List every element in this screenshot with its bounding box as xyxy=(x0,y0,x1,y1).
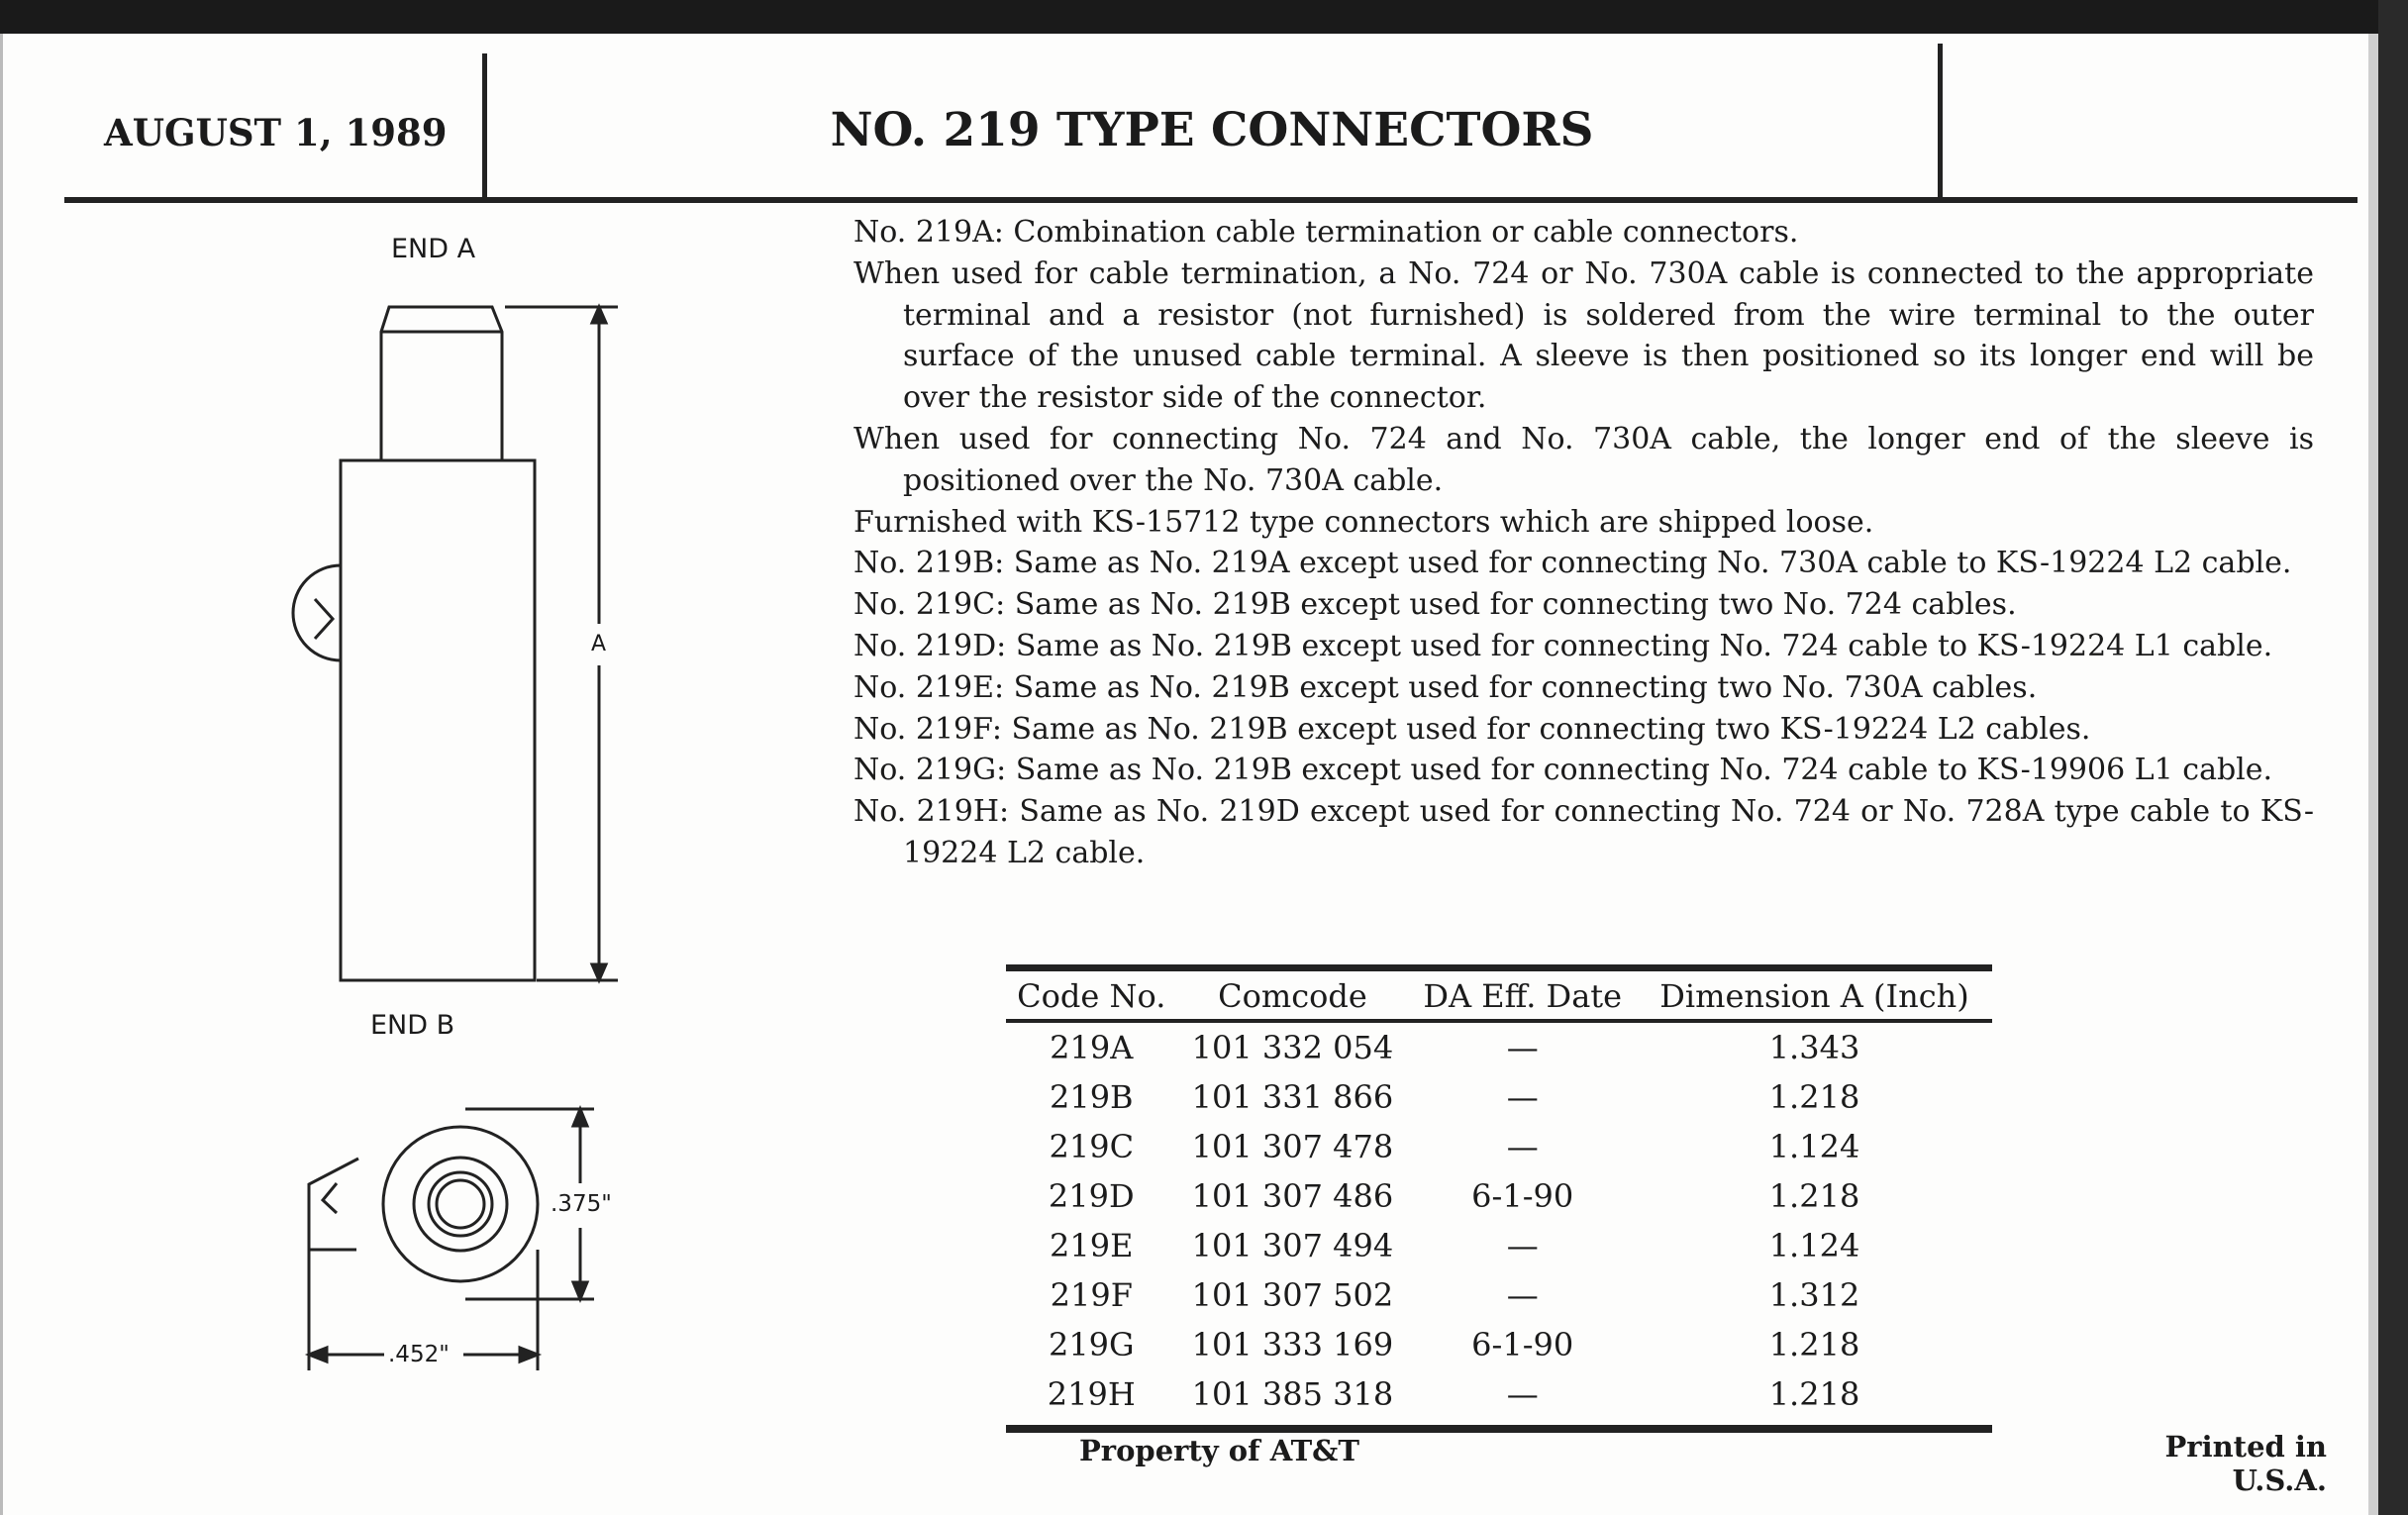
description-paragraph: When used for connecting No. 724 and No. 730A cable, the longer end of the sleeve is positioned over the No. 730A cable. xyxy=(853,421,2314,498)
cell-code: 219A xyxy=(1050,1029,1134,1066)
cell-comcode: 101 307 502 xyxy=(1191,1276,1394,1314)
cell-code: 219H xyxy=(1006,1369,1177,1429)
table-row xyxy=(1006,1270,1992,1320)
cell-comcode: 101 307 486 xyxy=(1191,1177,1394,1215)
cell-comcode: 101 333 169 xyxy=(1191,1326,1394,1364)
cell-date: 6-1-90 xyxy=(1471,1326,1574,1364)
cell-comcode: 101 307 494 xyxy=(1191,1227,1394,1264)
description-paragraph: No. 219F: Same as No. 219B except used for connecting two KS-19224 L2 cables. xyxy=(853,711,2091,747)
cell-code: 219F xyxy=(1050,1276,1133,1314)
connector-body xyxy=(341,460,535,980)
footer-printed: Printed in U.S.A. xyxy=(2164,1430,2327,1497)
end-b-label: END B xyxy=(370,1010,455,1041)
cell-comcode: 101 332 054 xyxy=(1191,1029,1394,1066)
page-title: NO. 219 TYPE CONNECTORS xyxy=(830,103,1594,157)
end-a-label: END A xyxy=(391,234,476,264)
connector-pin xyxy=(381,307,502,460)
description-paragraph: No. 219H: Same as No. 219D except used for connecting No. 724 or No. 728A type cable to KS-19224 L2 cable. xyxy=(853,794,2314,870)
column-header-comcode: Comcode xyxy=(1177,968,1409,1022)
dimension-a-label: A xyxy=(591,632,607,656)
table-row xyxy=(1006,1072,1992,1122)
cell-dimension: 1.218 xyxy=(1768,1078,1860,1116)
description-paragraph: No. 219C: Same as No. 219B except used for connecting two No. 724 cables. xyxy=(853,587,2017,623)
table-row xyxy=(1006,1021,1992,1072)
cell-date: — xyxy=(1506,1227,1539,1264)
table-row xyxy=(1006,1171,1992,1221)
cell-date: 6-1-90 xyxy=(1471,1177,1574,1215)
cell-date: — xyxy=(1506,1276,1539,1314)
column-header-date: DA Eff. Date xyxy=(1408,968,1637,1022)
cell-dimension: 1.343 xyxy=(1768,1029,1860,1066)
cell-dimension: 1.218 xyxy=(1768,1326,1860,1364)
column-header-code: Code No. xyxy=(1006,968,1177,1022)
column-header-dimension: Dimension A (Inch) xyxy=(1637,968,1992,1022)
cell-comcode: 101 385 318 xyxy=(1177,1369,1409,1429)
description-paragraph: When used for cable termination, a No. 724 or No. 730A cable is connected to the appropriate terminal and a resistor (not furnished) is soldered from the wire terminal to the outer surface of the unused cable terminal. A sleeve is then positioned so its longer end will be over the resistor side of the connector. xyxy=(853,255,2314,416)
cell-comcode: 101 307 478 xyxy=(1191,1128,1394,1165)
cell-dimension: 1.218 xyxy=(1768,1177,1860,1215)
table-row xyxy=(1006,1221,1992,1270)
cell-code: 219D xyxy=(1048,1177,1135,1215)
description-paragraph: No. 219A: Combination cable termination or cable connectors. xyxy=(853,215,1799,250)
table-row xyxy=(1006,1320,1992,1369)
connector-latch xyxy=(293,565,341,660)
cell-date: — xyxy=(1408,1369,1637,1429)
description-paragraph: No. 219D: Same as No. 219B except used for connecting No. 724 cable to KS-19224 L1 cable. xyxy=(853,628,2273,663)
cell-dimension: 1.218 xyxy=(1637,1369,1992,1429)
description xyxy=(853,212,2314,874)
description-paragraph: No. 219B: Same as No. 219A except used for connecting No. 730A cable to KS-19224 L2 cable. xyxy=(853,546,2292,581)
width-label: .452" xyxy=(388,1342,450,1367)
cell-code: 219C xyxy=(1049,1128,1135,1165)
cell-code: 219B xyxy=(1049,1078,1134,1116)
table-header-row xyxy=(1006,968,1992,1022)
cell-code: 219G xyxy=(1048,1326,1135,1364)
cell-comcode: 101 331 866 xyxy=(1191,1078,1394,1116)
table-row xyxy=(1006,1369,1992,1429)
cell-dimension: 1.312 xyxy=(1768,1276,1860,1314)
document-date: AUGUST 1, 1989 xyxy=(104,111,448,154)
cell-code: 219E xyxy=(1050,1227,1134,1264)
connector-table xyxy=(1006,964,1992,1433)
cell-dimension: 1.124 xyxy=(1768,1227,1860,1264)
description-paragraph: Furnished with KS-15712 type connectors which are shipped loose. xyxy=(853,504,1874,540)
cell-date: — xyxy=(1506,1029,1539,1066)
end-b-outer xyxy=(383,1127,538,1281)
footer-property: Property of AT&T xyxy=(1079,1434,1359,1467)
description-paragraph: No. 219E: Same as No. 219B except used for connecting two No. 730A cables. xyxy=(853,669,2038,705)
cell-date: — xyxy=(1506,1078,1539,1116)
table-row xyxy=(1006,1122,1992,1171)
cell-date: — xyxy=(1506,1128,1539,1165)
diameter-label: .375" xyxy=(551,1191,612,1217)
description-paragraph: No. 219G: Same as No. 219B except used for connecting No. 724 cable to KS-19906 L1 cable. xyxy=(853,753,2273,788)
cell-dimension: 1.124 xyxy=(1768,1128,1860,1165)
